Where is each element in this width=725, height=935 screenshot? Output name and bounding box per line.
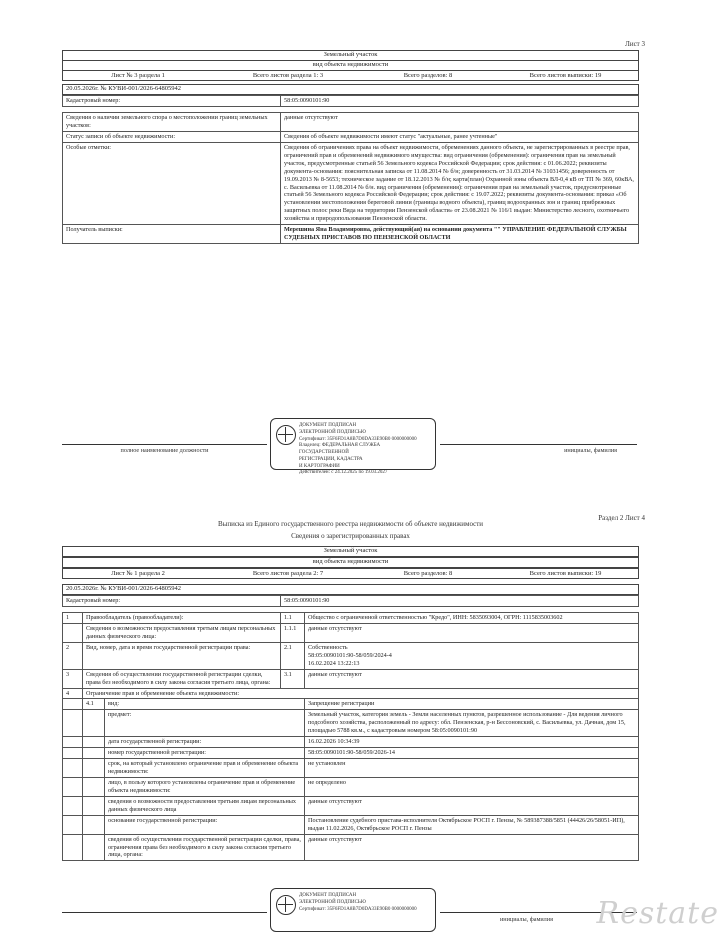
total-sections: Всего разделов: 8: [403, 72, 453, 79]
table-row: [63, 710, 639, 737]
object-title: Земельный участок: [62, 50, 639, 61]
table-row: [63, 642, 639, 669]
row-number: 4: [63, 688, 83, 699]
special-marks-table: [62, 112, 639, 244]
stamp-line: ДОКУМЕНТ ПОДПИСАН: [299, 423, 357, 428]
row-value: данные отсутствуют: [305, 669, 639, 688]
extract-number: 20.05.2026г. № КУВИ-001/2026-64805942: [62, 584, 639, 595]
row-label: дата государственной регистрации:: [105, 737, 305, 748]
emblem-icon: [276, 895, 296, 915]
cadastral-value: 58:05:0090101:90: [281, 596, 639, 607]
stamp-line: Владелец: ФЕДЕРАЛЬНАЯ СЛУЖБА ГОСУДАРСТВЕННОЙ: [299, 443, 381, 455]
row-label: вид:: [105, 699, 305, 710]
table-row: [63, 225, 639, 244]
e-signature-stamp: [270, 888, 436, 932]
object-subtitle: вид объекта недвижимости: [62, 557, 639, 568]
stamp-line: И КАРТОГРАФИИ: [299, 463, 340, 469]
stamp-line: Действителен: с 24.12.2025 по 19.03.2027: [299, 470, 388, 476]
cadastral-label: Кадастровый номер:: [63, 596, 281, 607]
sheet-info-row: [62, 70, 639, 81]
stamp-line: Сертификат: 35F6FD1A8B7D0DA33E90B0 0000000000: [299, 436, 417, 442]
row-subnumber: 4.1: [83, 699, 105, 710]
table-row: [63, 96, 639, 107]
total-pages: Всего листов выписки: 19: [529, 570, 602, 577]
name-caption: инициалы, фамилия: [500, 916, 553, 923]
row-number: 2: [63, 642, 83, 669]
table-row: [63, 699, 639, 710]
position-caption: полное наименование должности: [120, 447, 209, 454]
table-row: [63, 142, 639, 224]
stamp-line: РЕГИСТРАЦИИ, КАДАСТРА: [299, 456, 363, 462]
row-label: сведения о возможности предоставления третьим лицам персональных данных физического лица: [105, 796, 305, 815]
row-label: Статус записи об объекте недвижимости:: [63, 131, 281, 142]
table-row: [63, 596, 639, 607]
name-line: [440, 444, 637, 445]
row-value: Сведения об ограничениях права на объект недвижимости, обременениях данного объекта, не зарегистрированных в реестре прав, ограничений прав и обременений недвижимого имущества: вид ограничения (обременения): ограничения прав на земельный участок, предусмотренные статьей 56 Земельного кодекса Российской Федерации; срок действия: с 01.06.2022; реквизиты документа-основания: пояснительная записка от 11.08.2014 № б/н; доверенность от 31.03.2014 № 31031456; доверенность от 19.09.2013 № 8-5653; техническое задание от 18.12.2013 № б/н; карта(план) Охранной зоны объекта ВЛ-0,4 кВ от ТП № 369, 60кВА, с. Васильевка от 11.08.2014 № б/н. вид ограничения (обременения): ограничения прав на земельный участок, предусмотренные статьей 56 Земельного кодекса Российской Федерации; срок действия: с 19.07.2022; реквизиты документа-основания: приказ «Об установлении местоположения береговой линии (границы водного объекта), границ водоохранных зон и границ прибрежных защитных полос реки Вяда на территории Пензенской области» от 23.08.2021 № 116/1 выдан: Министерство лесного, охотничьего хозяйства и природопользования Пензенской области.: [281, 142, 639, 224]
sheet-info-row: [62, 568, 639, 579]
row-label: основание государственной регистрации:: [105, 815, 305, 834]
table-row: [63, 623, 639, 642]
table-row: [63, 669, 639, 688]
object-details-table: [62, 95, 639, 107]
table-row: [63, 613, 639, 624]
row-label: Сведения о возможности предоставления третьим лицам персональных данных физического лица:: [83, 623, 281, 642]
row-value: данные отсутствуют: [305, 623, 639, 642]
row-label: Правообладатель (правообладатели):: [83, 613, 281, 624]
row-label: предмет:: [105, 710, 305, 737]
row-value: Постановление судебного пристава-исполнителя Октябрьское РОСП г. Пензы, № 589387388/5851 (44426/26/58051-ИП), выдан 11.02.2026, Октябрьское РОСП г. Пензы: [305, 815, 639, 834]
table-row: [63, 737, 639, 748]
name-caption: инициалы, фамилия: [564, 447, 617, 454]
row-number: [63, 623, 83, 642]
extract-number: 20.05.2026г. № КУВИ-001/2026-64805942: [62, 84, 639, 95]
cadastral-label: Кадастровый номер:: [63, 96, 281, 107]
row-label: номер государственной регистрации:: [105, 748, 305, 759]
row-label: Вид, номер, дата и время государственной регистрации права:: [83, 642, 281, 669]
row-label: Особые отметки:: [63, 142, 281, 224]
row-value: 16.02.2026 10:34:39: [305, 737, 639, 748]
row-value: Земельный участок, категория земель - Земли населенных пунктов, разрешенное использование - Для ведения личного подсобного хозяйства, расположенный по адресу: обл. Пензенская, р-н Бессоновский, с. Васильевка, ул. Дачная, дом 15, площадью 5788 кв.м., с кадастровым номером 58:05:0090101:90: [305, 710, 639, 737]
row-value: Запрещение регистрации: [305, 699, 639, 710]
row-subnumber: 3.1: [281, 669, 305, 688]
sheet-label: Раздел 2 Лист 4: [598, 514, 645, 522]
total-sections: Всего разделов: 8: [403, 570, 453, 577]
row-value: Общество с ограниченной ответственностью "Кредо", ИНН: 5835093004, ОГРН: 1115835003602: [305, 613, 639, 624]
row-value: данные отсутствуют: [305, 834, 639, 861]
row-subnumber: 1.1.1: [281, 623, 305, 642]
cadastral-table: [62, 595, 639, 607]
position-line: [62, 912, 267, 913]
row-label: Сведения о наличии земельного спора о местоположении границ земельных участков:: [63, 113, 281, 132]
row-value: Мерешина Яна Владимировна, действующий(ая) на основании документа "" УПРАВЛЕНИЕ ФЕДЕРАЛЬНОЙ СЛУЖБЫ СУДЕБНЫХ ПРИСТАВОВ ПО ПЕНЗЕНСКОЙ ОБЛАСТИ: [281, 225, 639, 244]
sheet-number: Лист № 1 раздела 2: [111, 570, 165, 577]
table-row: [63, 777, 639, 796]
row-subnumber: 2.1: [281, 642, 305, 669]
row-number: 1: [63, 613, 83, 624]
object-title: Земельный участок: [62, 546, 639, 557]
row-value: не установлен: [305, 759, 639, 778]
stamp-line: Сертификат: 35F6FD1A8B7D0DA33E90B0 0000000000: [299, 906, 417, 912]
table-row: [63, 688, 639, 699]
rights-table: [62, 612, 639, 861]
total-section-sheets: Всего листов раздела 2: 7: [252, 570, 324, 577]
section-label: Ограничение прав и обременение объекта недвижимости:: [83, 688, 639, 699]
sheet-label: Лист 3: [625, 40, 645, 48]
table-row: [63, 748, 639, 759]
row-label: Сведения об осуществлении государственной регистрации сделки, права без необходимого в силу закона согласия третьего лица, органа:: [83, 669, 281, 688]
stamp-line: ЭЛЕКТРОННОЙ ПОДПИСЬЮ: [299, 899, 366, 905]
document-subtitle: Сведения о зарегистрированных правах: [291, 532, 410, 540]
total-pages: Всего листов выписки: 19: [529, 72, 602, 79]
table-row: [63, 131, 639, 142]
row-value: Собственность 58:05:0090101:90-58/059/2024-4 16.02.2024 13:22:13: [305, 642, 639, 669]
document-title: Выписка из Единого государственного реестра недвижимости об объекте недвижимости: [217, 520, 484, 528]
row-value: данные отсутствуют: [281, 113, 639, 132]
row-value: 58:05:0090101:90-58/059/2026-14: [305, 748, 639, 759]
sheet-number: Лист № 3 раздела 1: [111, 72, 165, 79]
cadastral-value: 58:05:0090101:90: [281, 96, 639, 107]
table-row: [63, 113, 639, 132]
table-row: [63, 834, 639, 861]
stamp-line: ЭЛЕКТРОННОЙ ПОДПИСЬЮ: [299, 429, 366, 435]
row-value: не определено: [305, 777, 639, 796]
row-number: 3: [63, 669, 83, 688]
emblem-icon: [276, 425, 296, 445]
table-row: [63, 815, 639, 834]
e-signature-stamp: [270, 418, 436, 476]
stamp-line: ДОКУМЕНТ ПОДПИСАН: [299, 893, 357, 898]
table-row: [63, 759, 639, 778]
table-row: [63, 796, 639, 815]
row-label: сведения об осуществлении государственной регистрации сделки, права, ограничения права без необходимого в силу закона согласия третьего лица, органа:: [105, 834, 305, 861]
total-section-sheets: Всего листов раздела 1: 3: [252, 72, 324, 79]
row-label: срок, на который установлено ограничение прав и обременение объекта недвижимости:: [105, 759, 305, 778]
row-label: лицо, в пользу которого установлены ограничение прав и обременение объекта недвижимости:: [105, 777, 305, 796]
row-subnumber: 1.1: [281, 613, 305, 624]
row-value: данные отсутствуют: [305, 796, 639, 815]
object-subtitle: вид объекта недвижимости: [62, 60, 639, 71]
watermark-logo: Restate: [596, 896, 719, 931]
row-label: Получатель выписки:: [63, 225, 281, 244]
position-line: [62, 444, 267, 445]
row-value: Сведения об объекте недвижимости имеют статус "актуальные, ранее учтенные": [281, 131, 639, 142]
